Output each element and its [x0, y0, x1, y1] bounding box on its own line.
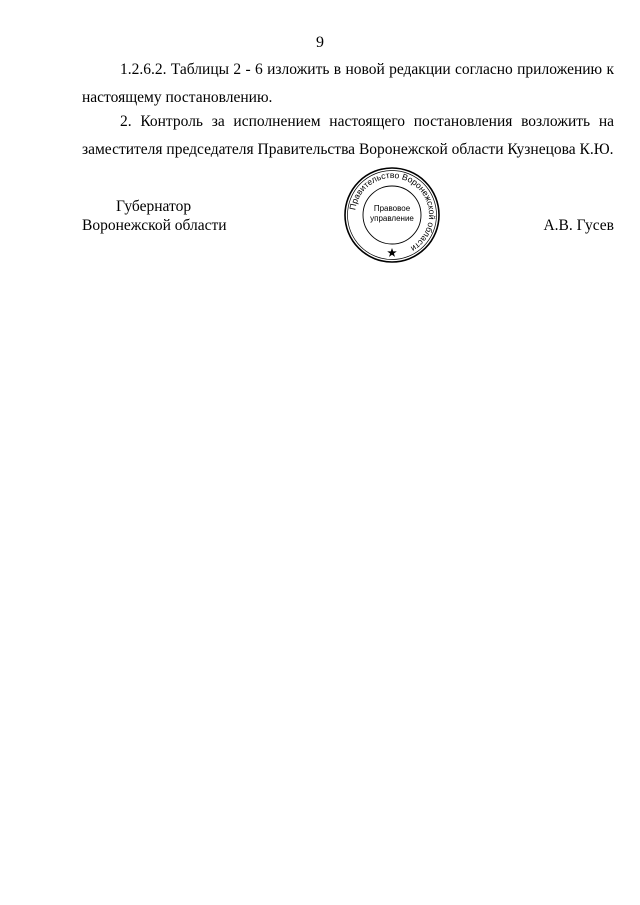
paragraph-line: заместителя председателя Правительства Воронежской области Кузнецова К.Ю. [82, 141, 614, 158]
seal-star-icon [387, 248, 397, 257]
page-number: 9 [316, 34, 324, 51]
signatory-position-line: Губернатор [116, 198, 192, 215]
paragraph-line: 1.2.6.2. Таблицы 2 - 6 изложить в новой редакции согласно приложению к [120, 61, 614, 78]
paragraph-line: 2. Контроль за исполнением настоящего постановления возложить на [120, 113, 614, 130]
paragraph-line: настоящему постановлению. [82, 89, 273, 106]
official-seal [342, 165, 442, 265]
paragraph-tables [82, 56, 614, 112]
signer-name: А.В. Гусев [543, 217, 614, 234]
signatory-position-line: Воронежской области [82, 217, 227, 234]
seal-center-text: Правовое [373, 204, 411, 213]
paragraph-control [82, 108, 614, 164]
seal-center-text: управление [370, 214, 414, 223]
seal-outer-text: Правительство Воронежской области [347, 169, 438, 254]
signatory-position [82, 197, 227, 235]
